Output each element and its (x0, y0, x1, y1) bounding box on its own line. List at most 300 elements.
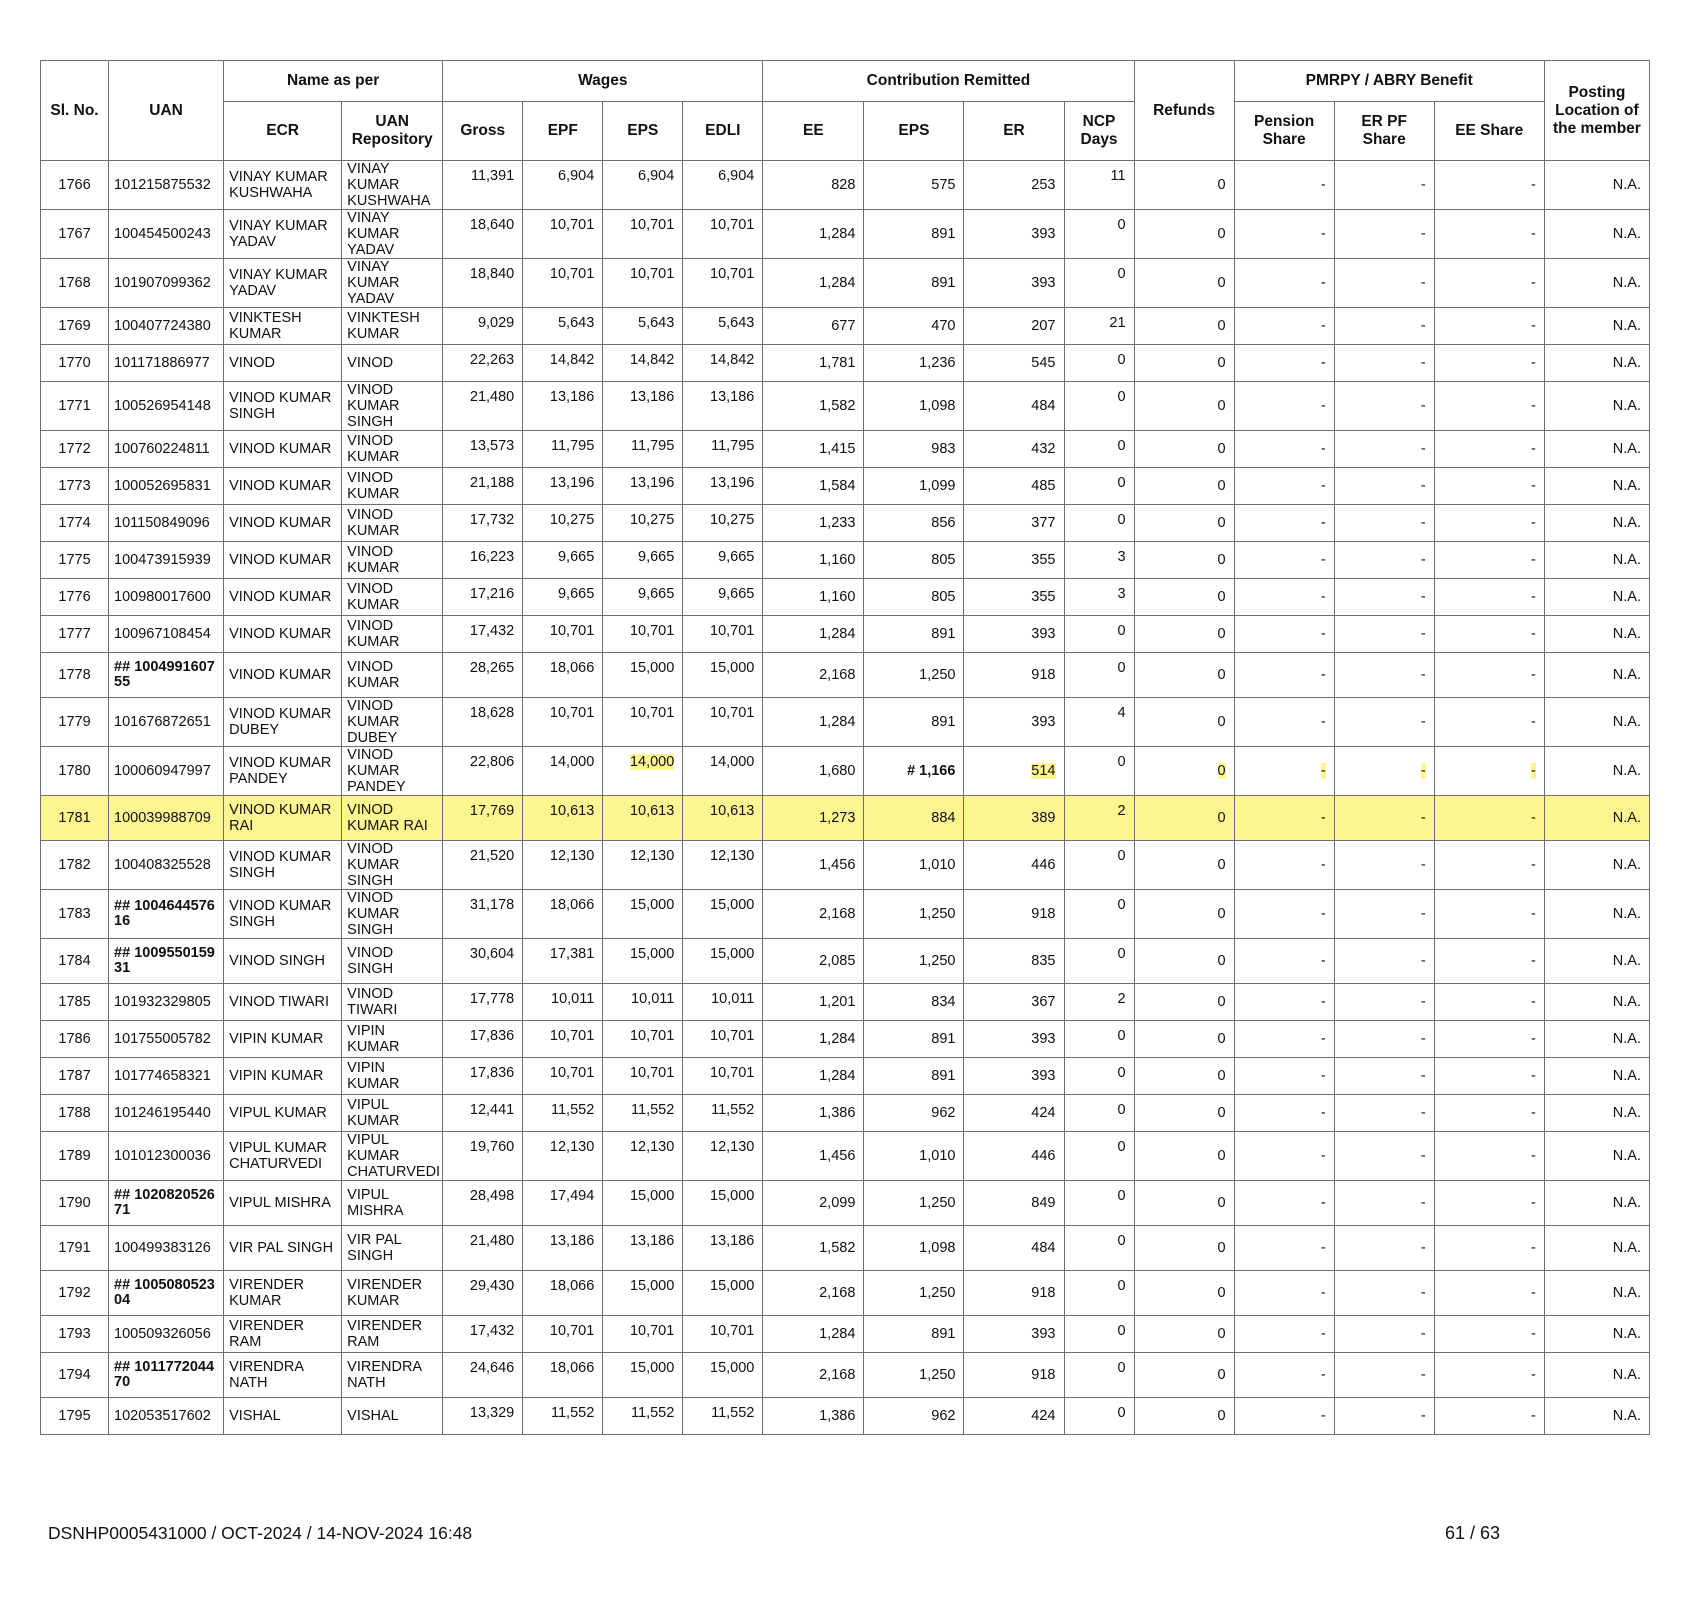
er-pf-share-text: - (1420, 318, 1426, 334)
ncp-days-text: 0 (1117, 1065, 1126, 1081)
pension-share-text: - (1320, 994, 1326, 1010)
pension-share-text: - (1320, 1031, 1326, 1047)
pension-share-text: - (1320, 953, 1326, 969)
eps-contribution-cell (864, 345, 964, 382)
sl-no-cell (41, 939, 109, 984)
gross-wages-text: 22,263 (469, 352, 515, 368)
pension-share-text: - (1320, 810, 1326, 826)
posting-location-text: N.A. (1612, 857, 1641, 873)
sl-no-text: 1787 (58, 1068, 91, 1084)
posting-location-text: N.A. (1612, 1408, 1641, 1424)
edli-wages-cell (683, 1226, 763, 1271)
header-contribution-remitted: Contribution Remitted (763, 61, 1134, 102)
epf-wages-text: 6,904 (557, 168, 595, 184)
edli-wages-cell (683, 1316, 763, 1353)
er-contribution-cell (964, 1226, 1064, 1271)
ee-share-cell (1434, 308, 1544, 345)
ee-share-cell (1434, 1353, 1544, 1398)
uan-repository-name-text: VINOD KUMAR (347, 433, 400, 465)
er-contribution-text: 849 (1031, 1195, 1056, 1211)
eps-contribution-cell (864, 1398, 964, 1435)
sl-no-cell (41, 161, 109, 210)
epf-wages-cell (523, 468, 603, 505)
sl-no-text: 1766 (58, 177, 91, 193)
eps-contribution-text: 983 (931, 441, 956, 457)
eps-contribution-text: 891 (931, 714, 956, 730)
er-contribution-text: 446 (1031, 857, 1056, 873)
sl-no-text: 1786 (58, 1031, 91, 1047)
uan-text: 100473915939 (114, 552, 211, 568)
er-contribution-cell (964, 1132, 1064, 1181)
posting-location-cell (1544, 382, 1649, 431)
eps-contribution-cell (864, 579, 964, 616)
uan-text: ## 102082052671 (114, 1187, 215, 1218)
uan-cell (109, 841, 224, 890)
pension-share-cell (1234, 505, 1334, 542)
epf-wages-text: 18,066 (549, 1278, 595, 1294)
gross-wages-text: 9,029 (477, 315, 515, 331)
edli-wages-text: 15,000 (710, 1360, 755, 1376)
ee-contribution-cell (763, 505, 864, 542)
eps-wages-cell (603, 747, 683, 796)
gross-wages-cell (443, 939, 523, 984)
ecr-name-cell (224, 1398, 342, 1435)
sl-no-cell (41, 1353, 109, 1398)
header-wages: Wages (443, 61, 763, 102)
uan-repository-name-cell (342, 698, 443, 747)
ncp-days-cell (1064, 1316, 1134, 1353)
eps-wages-cell (603, 1095, 683, 1132)
ncp-days-cell (1064, 542, 1134, 579)
page-number: 61 / 63 (1445, 1523, 1501, 1543)
posting-location-cell (1544, 1132, 1649, 1181)
ncp-days-text: 4 (1117, 705, 1126, 721)
uan-repository-name-text: VINOD KUMAR DUBEY (347, 698, 400, 746)
ncp-days-cell (1064, 505, 1134, 542)
eps-contribution-cell (864, 1316, 964, 1353)
epf-wages-cell (523, 1181, 603, 1226)
er-pf-share-text: - (1420, 810, 1426, 826)
ee-share-text: - (1530, 589, 1536, 605)
ee-contribution-text: 1,160 (819, 552, 856, 568)
posting-location-cell (1544, 796, 1649, 841)
epf-wages-cell (523, 939, 603, 984)
sl-no-text: 1791 (58, 1240, 91, 1256)
er-pf-share-text: - (1420, 994, 1426, 1010)
er-pf-share-text: - (1420, 1367, 1426, 1383)
eps-wages-text: 15,000 (629, 946, 675, 962)
eps-contribution-text: # 1,166 (907, 763, 956, 779)
refunds-text: 0 (1217, 953, 1226, 969)
edli-wages-cell (683, 579, 763, 616)
table-row (41, 542, 1650, 579)
epf-wages-cell (523, 431, 603, 468)
ecr-name-cell (224, 210, 342, 259)
edli-wages-text: 10,011 (711, 991, 755, 1007)
ncp-days-text: 0 (1117, 848, 1126, 864)
eps-wages-cell (603, 431, 683, 468)
er-pf-share-text: - (1420, 714, 1426, 730)
table-row (41, 1226, 1650, 1271)
uan-repository-name-cell (342, 1132, 443, 1181)
ee-share-cell (1434, 841, 1544, 890)
ee-share-text: - (1530, 177, 1536, 193)
refunds-text: 0 (1217, 994, 1226, 1010)
ncp-days-cell (1064, 579, 1134, 616)
refunds-text: 0 (1217, 441, 1226, 457)
uan-text: 100967108454 (114, 626, 211, 642)
ecr-name-cell (224, 579, 342, 616)
sl-no-text: 1784 (58, 953, 91, 969)
gross-wages-text: 21,480 (469, 1233, 515, 1249)
sl-no-text: 1777 (58, 626, 91, 642)
gross-wages-cell (443, 1181, 523, 1226)
epf-wages-cell (523, 984, 603, 1021)
edli-wages-cell (683, 259, 763, 308)
edli-wages-cell (683, 747, 763, 796)
sl-no-cell (41, 468, 109, 505)
ee-contribution-cell (763, 259, 864, 308)
pension-share-text: - (1320, 515, 1326, 531)
ee-contribution-text: 2,168 (819, 667, 856, 683)
ee-contribution-cell (763, 653, 864, 698)
er-contribution-cell (964, 1058, 1064, 1095)
posting-location-text: N.A. (1612, 515, 1641, 531)
posting-location-text: N.A. (1612, 1195, 1641, 1211)
uan-text: ## 100464457616 (114, 898, 215, 929)
sl-no-cell (41, 653, 109, 698)
posting-location-text: N.A. (1612, 810, 1641, 826)
uan-text: ## 100499160755 (114, 659, 215, 690)
epf-wages-cell (523, 841, 603, 890)
gross-wages-text: 24,646 (469, 1360, 515, 1376)
epf-wages-text: 10,613 (549, 803, 595, 819)
eps-contribution-cell (864, 1181, 964, 1226)
posting-location-cell (1544, 1181, 1649, 1226)
edli-wages-text: 15,000 (710, 897, 755, 913)
eps-wages-cell (603, 382, 683, 431)
er-contribution-cell (964, 1353, 1064, 1398)
gross-wages-cell (443, 653, 523, 698)
pension-share-cell (1234, 1132, 1334, 1181)
er-contribution-cell (964, 616, 1064, 653)
eps-contribution-cell (864, 1226, 964, 1271)
ncp-days-cell (1064, 308, 1134, 345)
ee-share-text: - (1530, 441, 1536, 457)
gross-wages-text: 19,760 (469, 1139, 515, 1155)
eps-wages-cell (603, 345, 683, 382)
edli-wages-cell (683, 345, 763, 382)
ee-share-text: - (1530, 355, 1536, 371)
ee-contribution-cell (763, 1226, 864, 1271)
gross-wages-cell (443, 259, 523, 308)
ee-contribution-text: 1,456 (819, 1148, 856, 1164)
ncp-days-text: 3 (1117, 549, 1126, 565)
uan-cell (109, 653, 224, 698)
ee-contribution-text: 1,284 (819, 626, 856, 642)
ee-share-cell (1434, 579, 1544, 616)
er-contribution-cell (964, 939, 1064, 984)
sl-no-text: 1790 (58, 1195, 91, 1211)
posting-location-text: N.A. (1612, 275, 1641, 291)
refunds-cell (1134, 431, 1234, 468)
edli-wages-cell (683, 1058, 763, 1095)
posting-location-cell (1544, 841, 1649, 890)
ecr-name-text: VINOD KUMAR DUBEY (229, 706, 332, 738)
er-contribution-text: 424 (1031, 1105, 1056, 1121)
eps-contribution-text: 1,250 (919, 1285, 956, 1301)
gross-wages-cell (443, 747, 523, 796)
edli-wages-text: 13,186 (710, 389, 755, 405)
pension-share-text: - (1320, 626, 1326, 642)
ee-share-text: - (1530, 1031, 1536, 1047)
epf-wages-text: 18,066 (549, 1360, 595, 1376)
header-eps: EPS (603, 102, 683, 161)
posting-location-cell (1544, 308, 1649, 345)
eps-contribution-text: 834 (931, 994, 956, 1010)
uan-repository-name-cell (342, 890, 443, 939)
refunds-text: 0 (1217, 1367, 1226, 1383)
refunds-cell (1134, 939, 1234, 984)
gross-wages-cell (443, 1058, 523, 1095)
uan-repository-name-cell (342, 431, 443, 468)
gross-wages-text: 18,840 (469, 266, 515, 282)
pension-share-cell (1234, 259, 1334, 308)
ncp-days-text: 3 (1117, 586, 1126, 602)
ecr-name-cell (224, 161, 342, 210)
sl-no-cell (41, 1271, 109, 1316)
posting-location-text: N.A. (1612, 478, 1641, 494)
ncp-days-cell (1064, 1226, 1134, 1271)
edli-wages-cell (683, 542, 763, 579)
epf-wages-cell (523, 1398, 603, 1435)
posting-location-cell (1544, 210, 1649, 259)
header-contribution-eps: EPS (864, 102, 964, 161)
er-pf-share-text: - (1420, 355, 1426, 371)
sl-no-cell (41, 382, 109, 431)
ee-contribution-text: 1,456 (819, 857, 856, 873)
ee-share-cell (1434, 210, 1544, 259)
ncp-days-text: 0 (1117, 475, 1126, 491)
ecr-name-text: VINOD (229, 355, 276, 371)
uan-repository-name-text: VINAY KUMAR KUSHWAHA (347, 161, 431, 209)
ecr-name-cell (224, 1058, 342, 1095)
ee-share-text: - (1530, 857, 1536, 873)
eps-contribution-cell (864, 698, 964, 747)
edli-wages-cell (683, 161, 763, 210)
refunds-text: 0 (1217, 552, 1226, 568)
epf-wages-cell (523, 1058, 603, 1095)
refunds-text: 0 (1217, 667, 1226, 683)
epf-wages-text: 12,130 (549, 848, 595, 864)
refunds-text: 0 (1217, 763, 1226, 779)
header-pension-share: Pension Share (1234, 102, 1334, 161)
gross-wages-cell (443, 1271, 523, 1316)
uan-repository-name-cell (342, 939, 443, 984)
sl-no-text: 1774 (58, 515, 91, 531)
refunds-text: 0 (1217, 177, 1226, 193)
uan-text: 100407724380 (114, 318, 211, 334)
epf-wages-cell (523, 1353, 603, 1398)
ee-share-text: - (1530, 226, 1536, 242)
refunds-text: 0 (1217, 1240, 1226, 1256)
ncp-days-cell (1064, 698, 1134, 747)
refunds-cell (1134, 747, 1234, 796)
ncp-days-text: 0 (1117, 512, 1126, 528)
ecr-name-cell (224, 653, 342, 698)
uan-repository-name-cell (342, 505, 443, 542)
refunds-text: 0 (1217, 1148, 1226, 1164)
sl-no-cell (41, 1132, 109, 1181)
ee-contribution-text: 2,099 (819, 1195, 856, 1211)
er-contribution-text: 253 (1031, 177, 1056, 193)
posting-location-cell (1544, 431, 1649, 468)
posting-location-cell (1544, 698, 1649, 747)
er-contribution-text: 545 (1031, 355, 1056, 371)
eps-wages-cell (603, 796, 683, 841)
er-contribution-text: 514 (1031, 763, 1056, 779)
eps-wages-cell (603, 210, 683, 259)
ecr-name-cell (224, 616, 342, 653)
uan-repository-name-cell (342, 1398, 443, 1435)
er-pf-share-text: - (1420, 552, 1426, 568)
uan-text: ## 101177204470 (114, 1359, 215, 1390)
ee-share-cell (1434, 698, 1544, 747)
posting-location-cell (1544, 468, 1649, 505)
ncp-days-text: 0 (1117, 1278, 1126, 1294)
er-pf-share-text: - (1420, 1240, 1426, 1256)
refunds-text: 0 (1217, 226, 1226, 242)
eps-wages-text: 10,701 (629, 266, 675, 282)
ee-contribution-cell (763, 431, 864, 468)
er-pf-share-cell (1334, 431, 1434, 468)
ee-share-text: - (1530, 1148, 1536, 1164)
uan-repository-name-cell (342, 1316, 443, 1353)
er-contribution-cell (964, 796, 1064, 841)
posting-location-cell (1544, 1398, 1649, 1435)
ncp-days-cell (1064, 890, 1134, 939)
contribution-table (40, 60, 1650, 1435)
eps-contribution-cell (864, 210, 964, 259)
er-contribution-text: 389 (1031, 810, 1056, 826)
eps-contribution-cell (864, 890, 964, 939)
eps-wages-text: 12,130 (629, 848, 675, 864)
er-pf-share-cell (1334, 1181, 1434, 1226)
uan-text: ## 100508052304 (114, 1277, 215, 1308)
sl-no-cell (41, 747, 109, 796)
uan-repository-name-text: VINOD KUMAR (347, 581, 400, 613)
sl-no-text: 1767 (58, 226, 91, 242)
refunds-text: 0 (1217, 398, 1226, 414)
posting-location-cell (1544, 1226, 1649, 1271)
ee-share-text: - (1530, 1240, 1536, 1256)
eps-wages-text: 12,130 (629, 1139, 675, 1155)
eps-wages-cell (603, 1132, 683, 1181)
ecr-name-cell (224, 841, 342, 890)
table-body (41, 161, 1650, 1435)
table-row (41, 259, 1650, 308)
sl-no-cell (41, 1316, 109, 1353)
ncp-days-text: 0 (1117, 660, 1126, 676)
table-row (41, 698, 1650, 747)
uan-repository-name-text: VINKTESH KUMAR (347, 310, 420, 342)
gross-wages-text: 21,188 (469, 475, 515, 491)
ecr-name-text: VINAY KUMAR YADAV (229, 218, 328, 250)
refunds-cell (1134, 1398, 1234, 1435)
ecr-name-text: VIPUL MISHRA (229, 1195, 331, 1211)
header-er: ER (964, 102, 1064, 161)
uan-repository-name-text: VINOD KUMAR RAI (347, 802, 428, 834)
eps-wages-text: 11,552 (631, 1102, 675, 1118)
er-contribution-cell (964, 161, 1064, 210)
sl-no-text: 1769 (58, 318, 91, 334)
edli-wages-text: 10,701 (710, 266, 755, 282)
er-contribution-text: 393 (1031, 714, 1056, 730)
ecr-name-text: VINOD KUMAR SINGH (229, 849, 332, 881)
ecr-name-text: VIPUL KUMAR (229, 1105, 327, 1121)
eps-wages-text: 10,701 (629, 1028, 675, 1044)
eps-contribution-text: 575 (931, 177, 956, 193)
header-er-pf-share: ER PF Share (1334, 102, 1434, 161)
er-pf-share-text: - (1420, 275, 1426, 291)
er-contribution-cell (964, 259, 1064, 308)
ee-contribution-cell (763, 1398, 864, 1435)
eps-contribution-text: 891 (931, 1068, 956, 1084)
er-contribution-text: 918 (1031, 1367, 1056, 1383)
table-row (41, 1181, 1650, 1226)
uan-text: 100454500243 (114, 226, 211, 242)
header-gross: Gross (443, 102, 523, 161)
er-pf-share-cell (1334, 1316, 1434, 1353)
table-row (41, 984, 1650, 1021)
er-pf-share-text: - (1420, 398, 1426, 414)
er-pf-share-text: - (1420, 177, 1426, 193)
er-pf-share-text: - (1420, 1031, 1426, 1047)
epf-wages-text: 10,701 (549, 1065, 595, 1081)
pension-share-text: - (1320, 478, 1326, 494)
er-pf-share-cell (1334, 616, 1434, 653)
ncp-days-cell (1064, 841, 1134, 890)
ecr-name-cell (224, 1226, 342, 1271)
eps-wages-text: 13,186 (629, 1233, 675, 1249)
ecr-name-cell (224, 308, 342, 345)
ecr-name-text: VIR PAL SINGH (229, 1240, 334, 1256)
uan-text: 101676872651 (114, 714, 211, 730)
uan-text: 100039988709 (114, 810, 211, 826)
ee-contribution-text: 2,168 (819, 1285, 856, 1301)
er-contribution-cell (964, 841, 1064, 890)
gross-wages-text: 17,836 (469, 1065, 515, 1081)
ncp-days-cell (1064, 653, 1134, 698)
eps-wages-text: 15,000 (629, 1188, 675, 1204)
er-contribution-text: 393 (1031, 626, 1056, 642)
uan-repository-name-text: VINOD KUMAR PANDEY (347, 747, 406, 795)
sl-no-cell (41, 1095, 109, 1132)
uan-cell (109, 1181, 224, 1226)
eps-wages-text: 10,701 (629, 705, 675, 721)
posting-location-text: N.A. (1612, 441, 1641, 457)
epf-wages-cell (523, 345, 603, 382)
ee-contribution-text: 1,582 (819, 398, 856, 414)
ee-contribution-cell (763, 579, 864, 616)
table-row (41, 653, 1650, 698)
uan-text: 101150849096 (114, 515, 210, 531)
er-contribution-text: 393 (1031, 1031, 1056, 1047)
refunds-text: 0 (1217, 1068, 1226, 1084)
ee-share-cell (1434, 161, 1544, 210)
ecr-name-text: VIPIN KUMAR (229, 1031, 324, 1047)
er-pf-share-cell (1334, 698, 1434, 747)
